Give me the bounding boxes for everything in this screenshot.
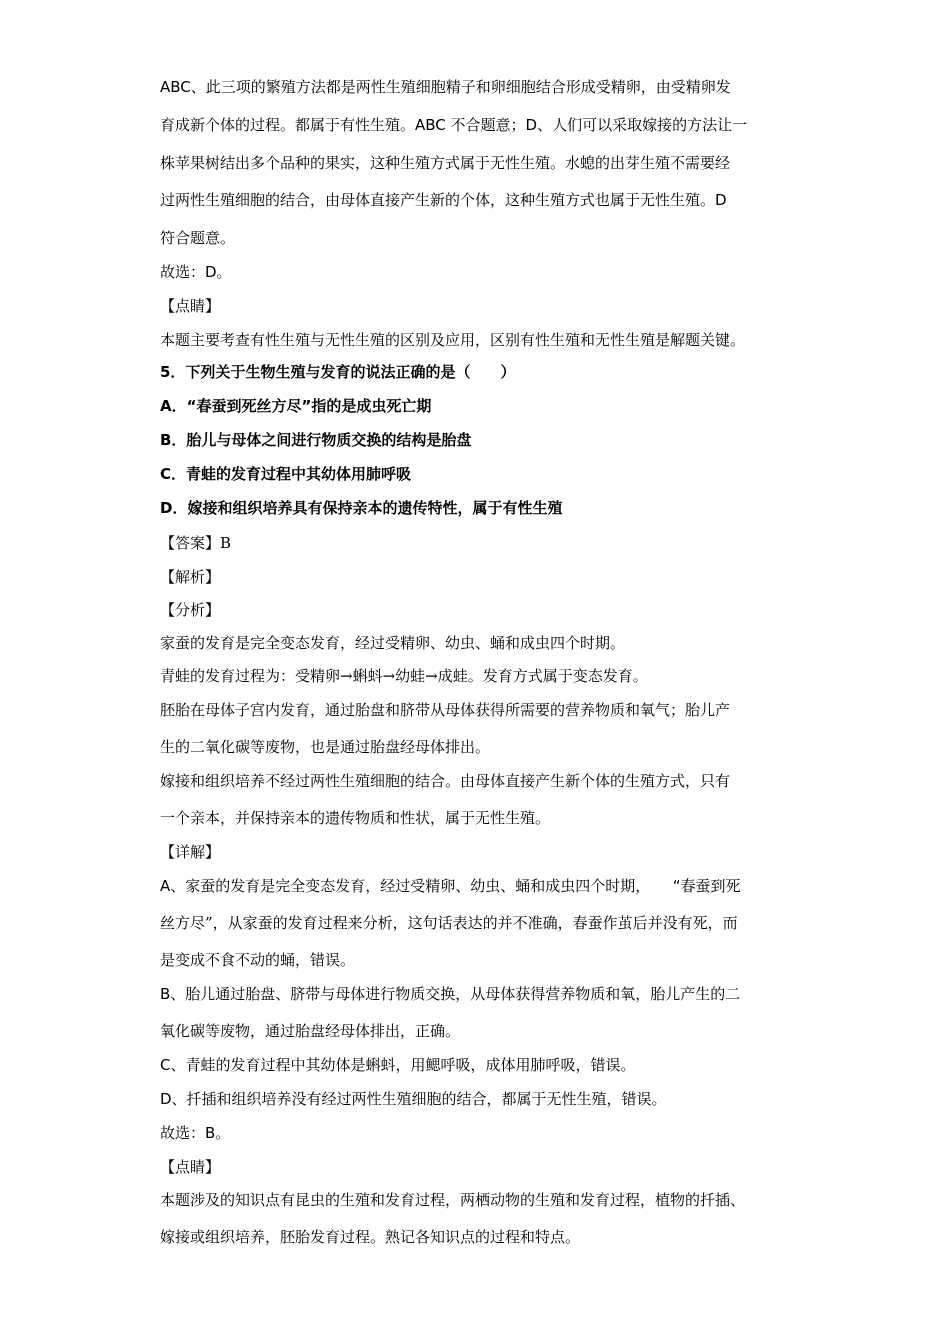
fenxi-tag: 【分析】 <box>160 601 221 619</box>
option-c: C．青蛙的发育过程中其幼体用肺呼吸 <box>160 465 412 483</box>
comment-line: 本题涉及的知识点有昆虫的生殖和发育过程，两栖动物的生殖和发育过程，植物的扦插、 <box>160 1191 746 1209</box>
answer-choice: 故选：B。 <box>160 1124 231 1142</box>
detail-line: A、家蚕的发育是完全变态发育，经过受精卵、幼虫、蛹和成虫四个时期， “春蚕到死 <box>160 877 741 895</box>
fenxi-line: 青蛙的发育过程为：受精卵→蝌蚪→幼蛙→成蛙。发育方式属于变态发育。 <box>160 667 648 685</box>
fenxi-line: 家蚕的发育是完全变态发育，经过受精卵、幼虫、蛹和成虫四个时期。 <box>160 634 626 652</box>
option-b: B．胎儿与母体之间进行物质交换的结构是胎盘 <box>160 431 472 449</box>
prev-paragraph-line: 过两性生殖细胞的结合，由母体直接产生新的个体，这种生殖方式也属于无性生殖。D <box>160 191 727 209</box>
fenxi-line: 一个亲本，并保持亲本的遗传物质和性状，属于无性生殖。 <box>160 809 551 827</box>
prev-paragraph-line: 育成新个体的过程。都属于有性生殖。ABC 不合题意；D、人们可以采取嫁接的方法让一 <box>160 116 748 134</box>
option-d: D．嫁接和组织培养具有保持亲本的遗传特性，属于有性生殖 <box>160 499 563 517</box>
detail-line: D、扦插和组织培养没有经过两性生殖细胞的结合，都属于无性生殖，错误。 <box>160 1090 667 1108</box>
fenxi-line: 胚胎在母体子宫内发育，通过胎盘和脐带从母体获得所需要的营养物质和氧气；胎儿产 <box>160 701 731 719</box>
detail-tag: 【详解】 <box>160 843 221 861</box>
detail-line: 丝方尽”，从家蚕的发育过程来分析，这句话表达的并不准确，春蚕作茧后并没有死，而 <box>160 914 738 932</box>
detail-line: B、胎儿通过胎盘、脐带与母体进行物质交换，从母体获得营养物质和氧，胎儿产生的二 <box>160 985 741 1003</box>
prev-paragraph-line: ABC、此三项的繁殖方法都是两性生殖细胞精子和卵细胞结合形成受精卵，由受精卵发 <box>160 78 731 96</box>
option-a: A．“春蚕到死丝方尽”指的是成虫死亡期 <box>160 397 432 415</box>
comment-line: 嫁接或组织培养，胚胎发育过程。熟记各知识点的过程和特点。 <box>160 1228 581 1246</box>
prev-paragraph-line: 符合题意。 <box>160 229 236 247</box>
prev-comment-tag: 【点睛】 <box>160 297 221 315</box>
answer-line: 【答案】B <box>160 534 232 552</box>
comment-tag: 【点睛】 <box>160 1158 221 1176</box>
detail-line: 氧化碳等废物，通过胎盘经母体排出，正确。 <box>160 1022 461 1040</box>
prev-answer-choice: 故选：D。 <box>160 263 232 281</box>
prev-paragraph-line: 株苹果树结出多个品种的果实，这种生殖方式属于无性生殖。水螅的出芽生殖不需要经 <box>160 154 731 172</box>
fenxi-line: 嫁接和组织培养不经过两性生殖细胞的结合。由母体直接产生新个体的生殖方式，只有 <box>160 772 731 790</box>
prev-comment-text: 本题主要考查有性生殖与无性生殖的区别及应用，区别有性生殖和无性生殖是解题关键。 <box>160 331 746 349</box>
fenxi-line: 生的二氧化碳等废物，也是通过胎盘经母体排出。 <box>160 738 491 756</box>
detail-line: C、青蛙的发育过程中其幼体是蝌蚪，用鳃呼吸，成体用肺呼吸，错误。 <box>160 1056 636 1074</box>
question-stem: 5．下列关于生物生殖与发育的说法正确的是（ ） <box>160 363 516 381</box>
detail-line: 是变成不食不动的蛹，错误。 <box>160 951 356 969</box>
analysis-tag: 【解析】 <box>160 568 221 586</box>
